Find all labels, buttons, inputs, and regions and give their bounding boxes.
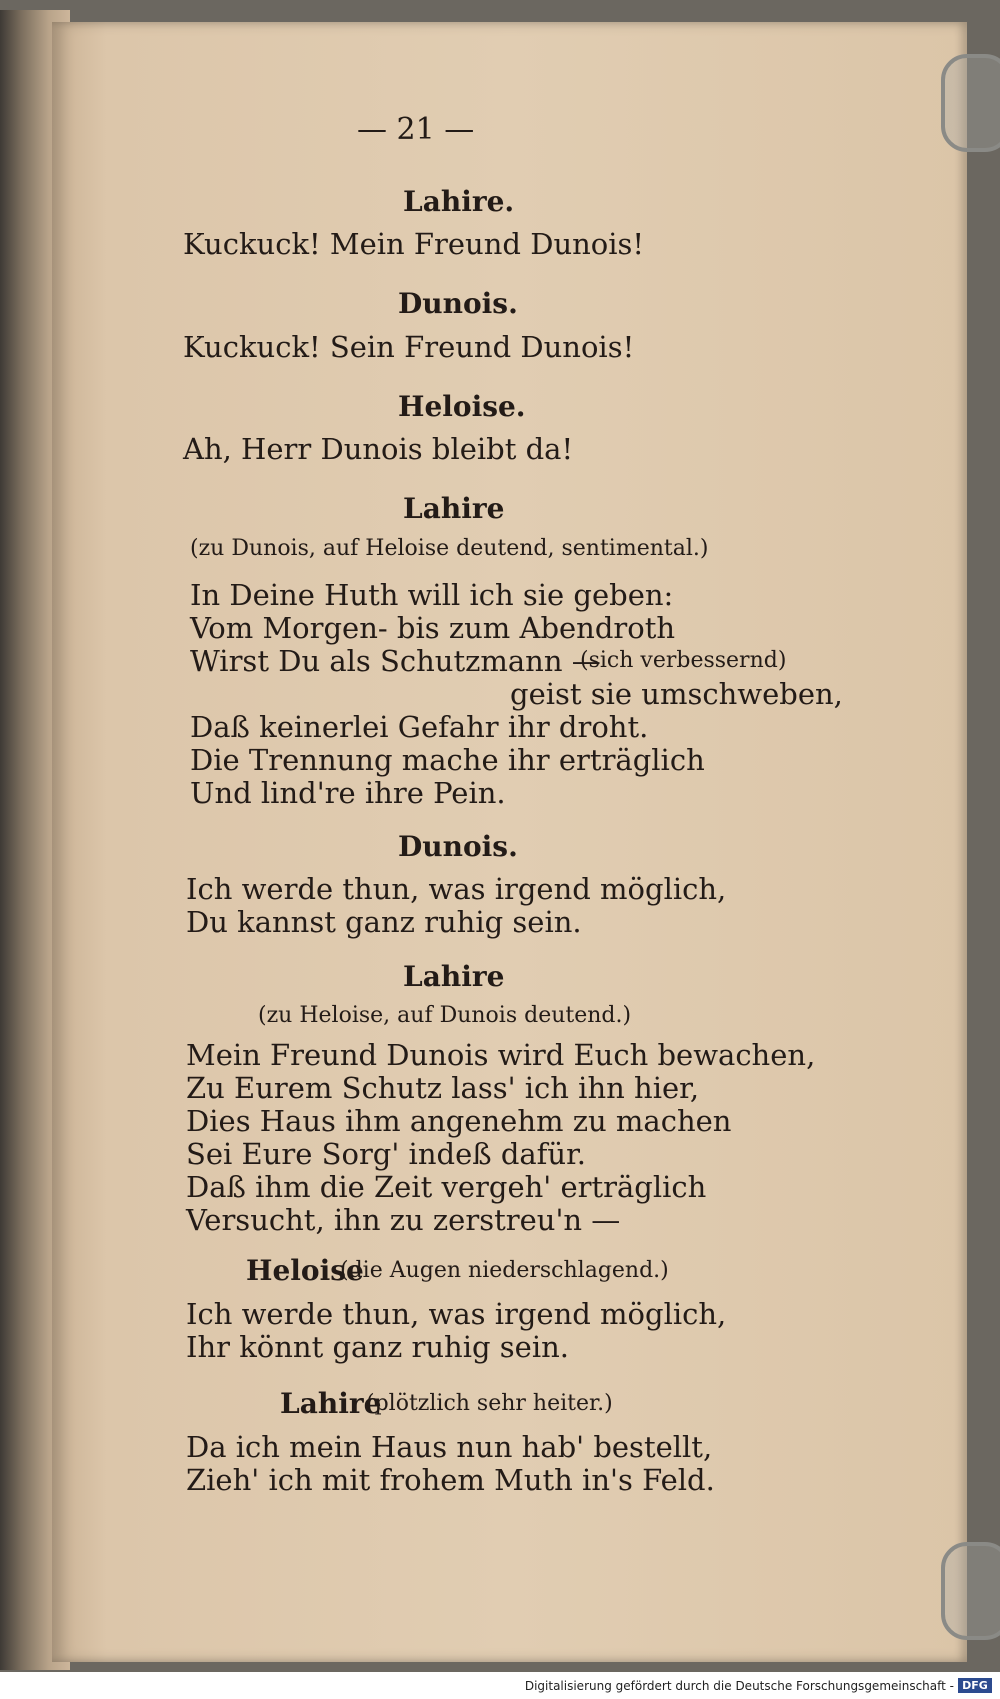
verse-line: Ah, Herr Dunois bleibt da!: [183, 432, 574, 466]
verse-line: Zu Eurem Schutz lass' ich ihn hier,: [186, 1071, 700, 1105]
verse-line: Dies Haus ihm angenehm zu machen: [186, 1104, 732, 1138]
digitization-footer: [0, 1672, 1000, 1699]
verse-line: Kuckuck! Sein Freund Dunois!: [183, 330, 635, 364]
verse-line: Ich werde thun, was irgend möglich,: [186, 872, 727, 906]
verse-line: Ich werde thun, was irgend möglich,: [186, 1297, 727, 1331]
speaker-heloise-1: Heloise.: [398, 390, 526, 423]
stage-direction: (plötzlich sehr heiter.): [366, 1391, 613, 1416]
stage-direction: (zu Heloise, auf Dunois deutend.): [258, 1003, 632, 1028]
verse-line: Mein Freund Dunois wird Euch bewachen,: [186, 1038, 816, 1072]
verse-line: Kuckuck! Mein Freund Dunois!: [183, 227, 645, 261]
verse-line: Du kannst ganz ruhig sein.: [186, 905, 582, 939]
verse-line: Vom Morgen- bis zum Abendroth: [190, 611, 676, 645]
verse-line: Da ich mein Haus nun hab' bestellt,: [186, 1430, 713, 1464]
verse-line: Daß keinerlei Gefahr ihr droht.: [190, 710, 649, 744]
verse-line: Wirst Du als Schutzmann —: [190, 644, 601, 678]
speaker-heloise-2: Heloise: [246, 1254, 364, 1287]
verse-line: Sei Eure Sorg' indeß dafür.: [186, 1137, 586, 1171]
verse-line: Und lind're ihre Pein.: [190, 776, 506, 810]
footer-credit: Digitalisierung gefördert durch die Deutsche Forschungsgemeinschaft -: [524, 1679, 954, 1693]
verse-line: geist sie umschweben,: [510, 677, 843, 711]
verse-line: Versucht, ihn zu zerstreu'n —: [186, 1203, 621, 1237]
dfg-logo-icon: DFG: [958, 1678, 992, 1693]
verse-line: In Deine Huth will ich sie geben:: [190, 578, 674, 612]
stage-direction: (die Augen niederschlagend.): [340, 1258, 669, 1283]
speaker-lahire-3: Lahire: [403, 960, 505, 993]
stage-direction: (zu Dunois, auf Heloise deutend, sentimental.): [190, 536, 709, 561]
page-number: — 21 —: [357, 112, 475, 147]
verse-line: Zieh' ich mit frohem Muth in's Feld.: [186, 1463, 715, 1497]
speaker-lahire-2: Lahire: [403, 492, 505, 525]
stage-direction-inline: (sich verbessernd): [580, 648, 787, 673]
speaker-dunois-2: Dunois.: [398, 830, 518, 863]
verse-line: Ihr könnt ganz ruhig sein.: [186, 1330, 569, 1364]
verse-line: Die Trennung mache ihr erträglich: [190, 743, 705, 777]
verse-line: Daß ihm die Zeit vergeh' erträglich: [186, 1170, 707, 1204]
speaker-dunois-1: Dunois.: [398, 287, 518, 320]
speaker-lahire-1: Lahire.: [403, 185, 515, 218]
speaker-lahire-4: Lahire: [280, 1387, 382, 1420]
